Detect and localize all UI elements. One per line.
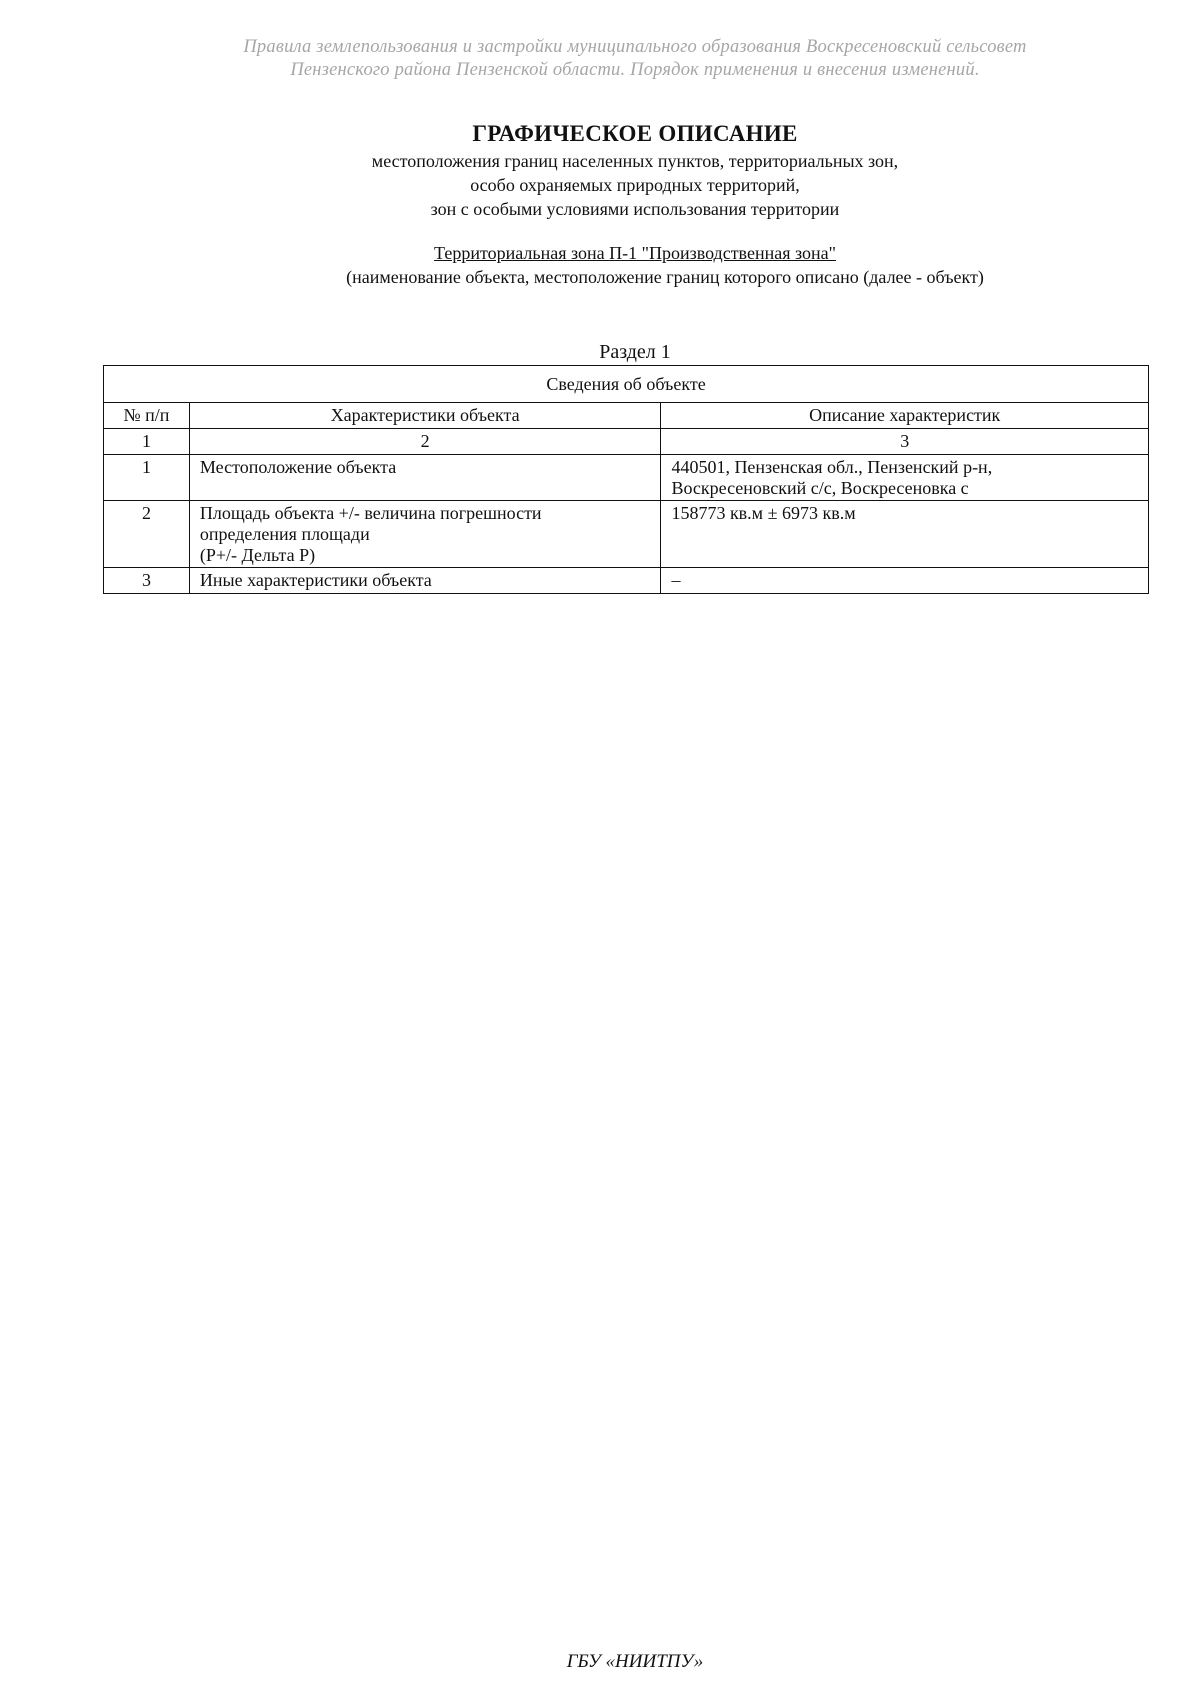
row-characteristic-line: Иные характеристики объекта: [199, 570, 432, 590]
object-block: [0, 241, 1200, 289]
row-description: [661, 568, 1149, 594]
row-num: 2: [104, 501, 190, 568]
row-characteristic-line: определения площади: [199, 524, 370, 544]
row-num: 3: [104, 568, 190, 594]
object-info-table: [103, 365, 1149, 594]
subtitle-line-3: зон с особыми условиями использования территории: [430, 199, 840, 219]
row-description: [661, 501, 1149, 568]
title-block: [0, 120, 1200, 221]
table-colnum-row: [104, 429, 1149, 455]
header-num: № п/п: [104, 403, 190, 429]
running-header-line-1: Правила землепользования и застройки муниципального образования Воскресеновский сельсовет: [243, 37, 1027, 57]
header-description: Описание характеристик: [661, 403, 1149, 429]
row-description-line: Воскресеновский с/с, Воскресеновка с: [671, 478, 969, 498]
row-characteristic: [189, 501, 661, 568]
row-characteristic-line: Местоположение объекта: [199, 457, 397, 477]
footer: ГБУ «НИИТПУ»: [566, 1651, 704, 1672]
row-characteristic: [189, 568, 661, 594]
object-caption: (наименование объекта, местоположение границ которого описано (далее - объект): [346, 267, 984, 287]
row-description: [661, 455, 1149, 501]
table-row: [104, 455, 1149, 501]
colnum-2: 2: [189, 429, 661, 455]
table-caption-row: [104, 366, 1149, 403]
table-caption: Сведения об объекте: [104, 366, 1149, 403]
running-header: [0, 36, 1200, 82]
row-characteristic-line: Площадь объекта +/- величина погрешности: [199, 503, 542, 523]
header-characteristic: Характеристики объекта: [189, 403, 661, 429]
row-characteristic-line: (Р+/- Дельта Р): [199, 545, 316, 565]
table-row: [104, 501, 1149, 568]
row-description-line: 158773 кв.м ± 6973 кв.м: [671, 503, 856, 523]
object-name: Территориальная зона П-1 "Производственная зона": [434, 243, 836, 263]
row-description-line: 440501, Пензенская обл., Пензенский р-н,: [671, 457, 993, 477]
row-description-line: –: [671, 570, 681, 590]
running-header-line-2: Пензенского района Пензенской области. Порядок применения и внесения изменений.: [290, 60, 980, 80]
row-characteristic: [189, 455, 661, 501]
table-row: [104, 568, 1149, 594]
row-num: 1: [104, 455, 190, 501]
subtitle-line-2: особо охраняемых природных территорий,: [470, 175, 800, 195]
subtitle-line-1: местоположения границ населенных пунктов, территориальных зон,: [371, 151, 899, 171]
colnum-1: 1: [104, 429, 190, 455]
section-title: Раздел 1: [599, 341, 671, 363]
table-header-row: [104, 403, 1149, 429]
document-title: ГРАФИЧЕСКОЕ ОПИСАНИЕ: [472, 121, 798, 146]
colnum-3: 3: [661, 429, 1149, 455]
